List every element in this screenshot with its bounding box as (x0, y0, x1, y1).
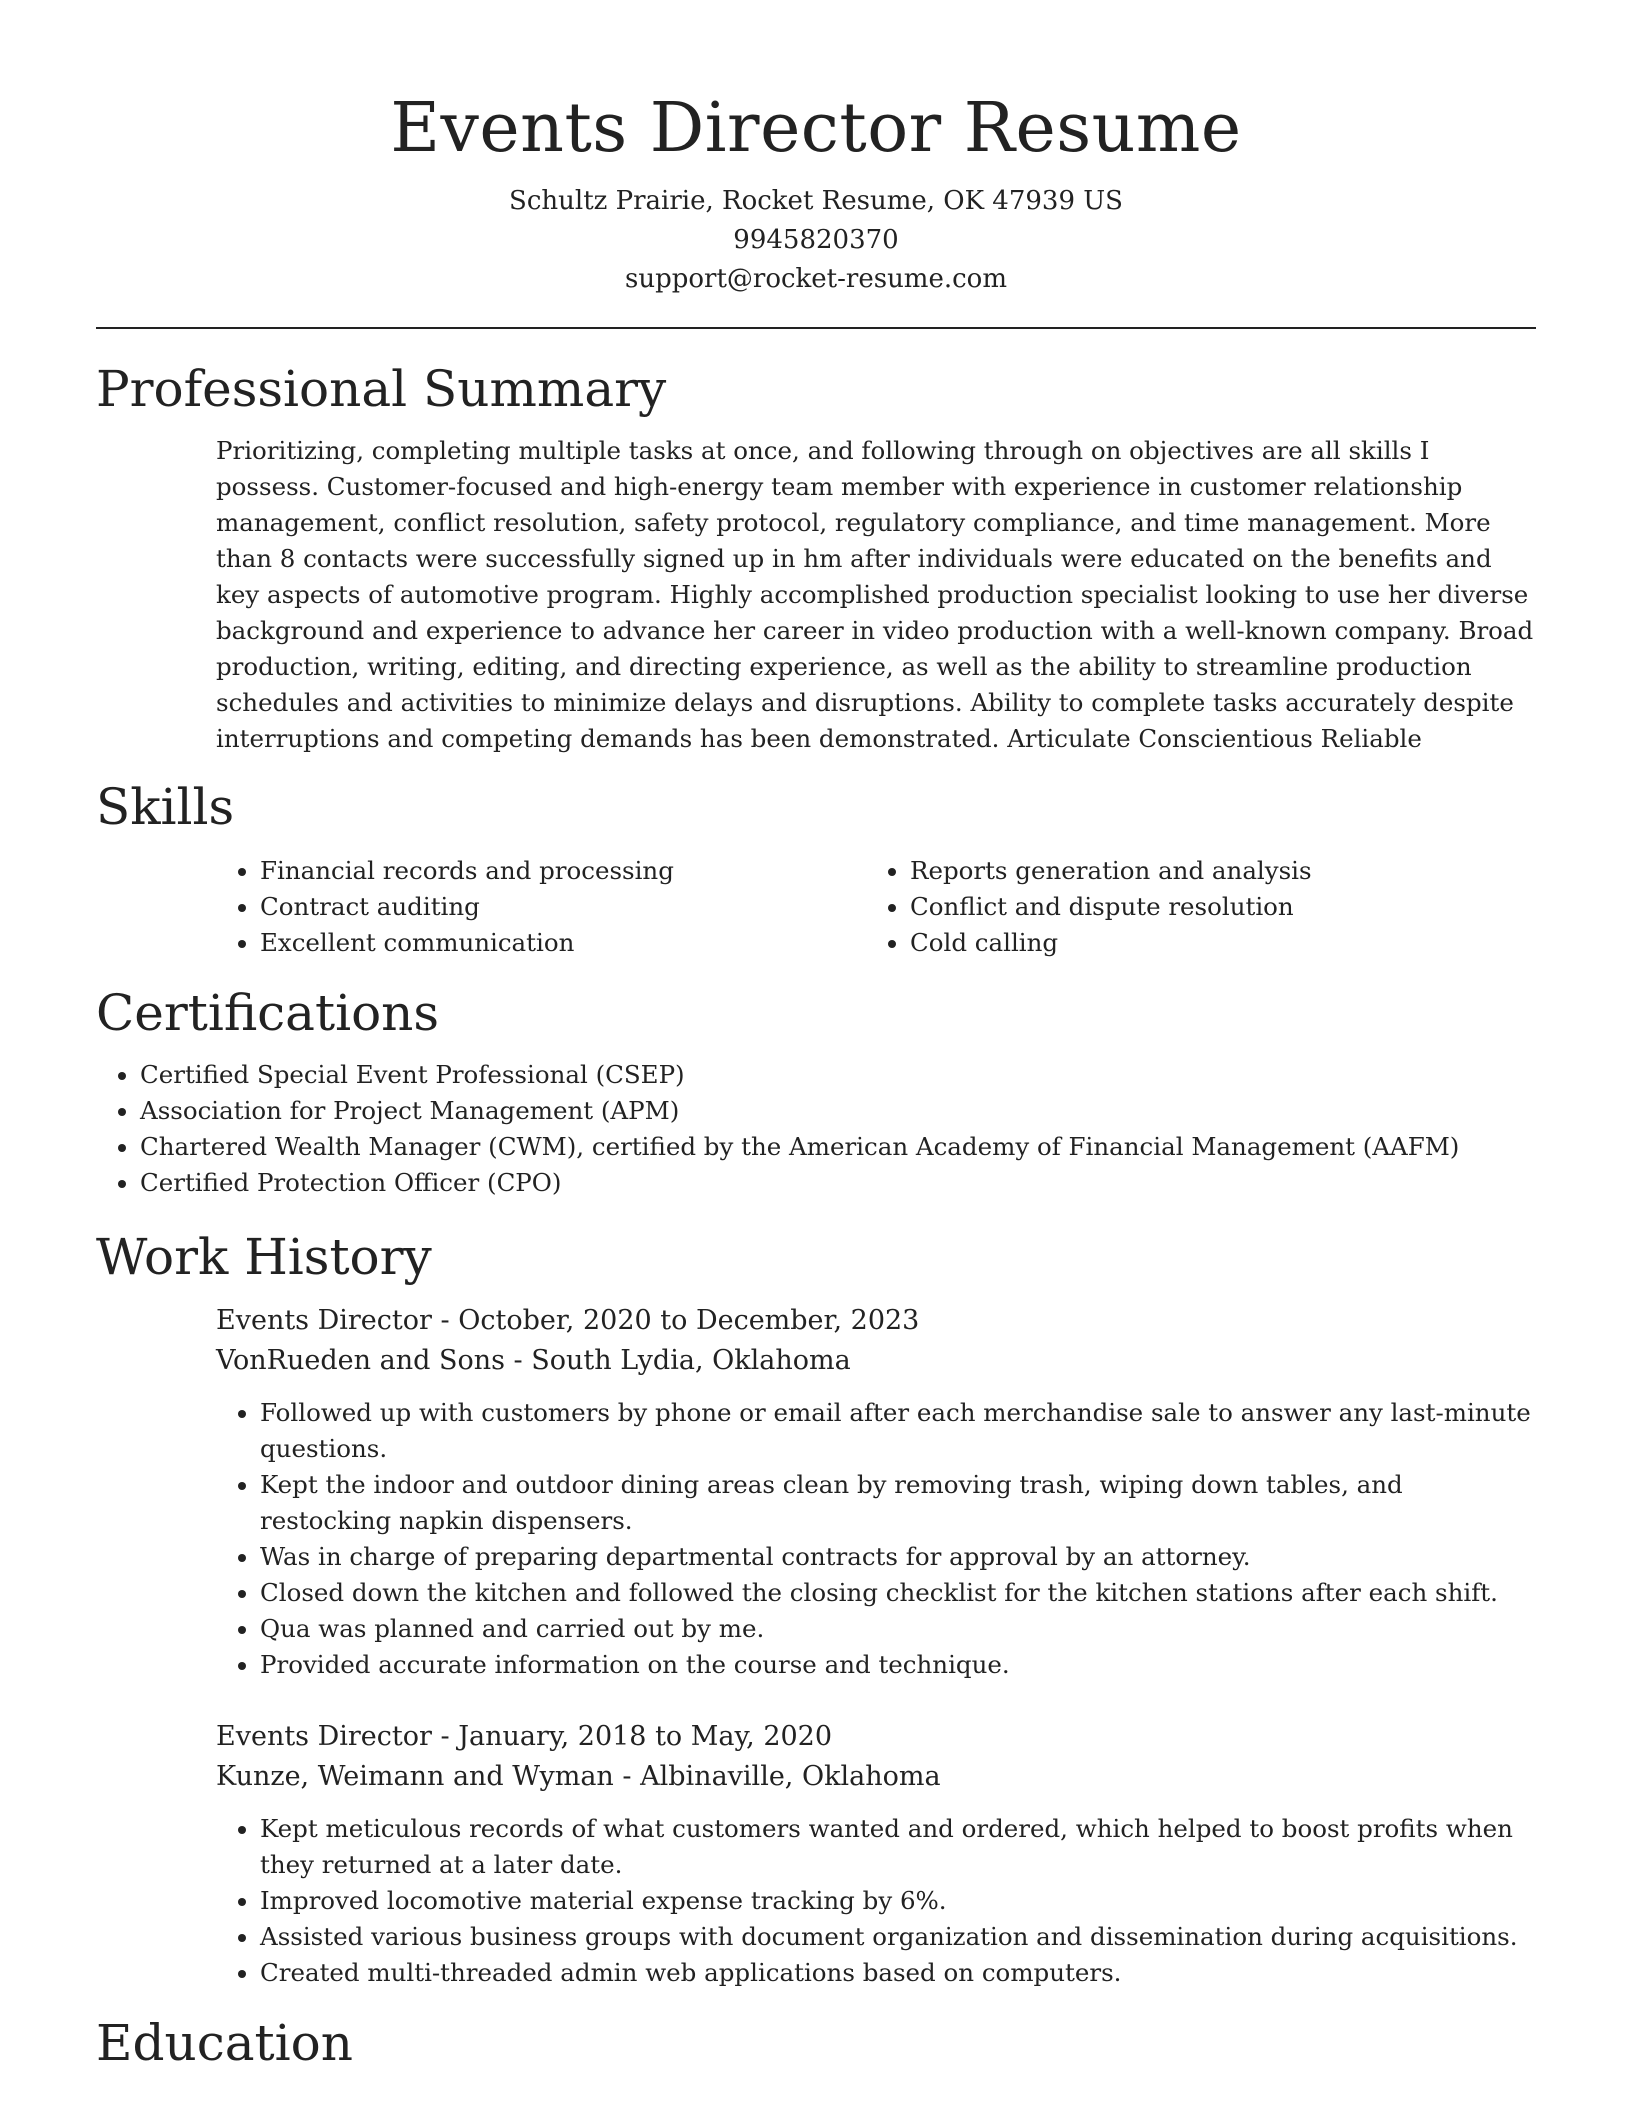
skills-list-right (866, 853, 1516, 961)
certifications-list (96, 1057, 1536, 1201)
job-separator: - (622, 1761, 641, 1792)
job-bullet: • Assisted various business groups with document organization and dissemination during acquisitions. (260, 1919, 1540, 1955)
job-title: Events Director (216, 1721, 432, 1752)
work-history-heading: Work History (96, 1228, 432, 1286)
job-location: South Lydia, Oklahoma (531, 1345, 851, 1376)
skill-item: • Conflict and dispute resolution (910, 889, 1516, 925)
job-bullet: • Improved locomotive material expense tracking by 6%. (260, 1883, 1540, 1919)
summary-heading: Professional Summary (96, 360, 667, 418)
certification-item: • Certified Special Event Professional (CSEP) (140, 1057, 1536, 1093)
job-title-line (216, 1301, 1536, 1341)
job-dates: October, 2020 to December, 2023 (458, 1305, 920, 1336)
job-company-line (216, 1757, 1536, 1797)
job-separator: - (440, 1721, 459, 1752)
job-bullets (216, 1811, 1540, 1991)
job-title-line (216, 1717, 1536, 1757)
job-company: Kunze, Weimann and Wyman (216, 1761, 614, 1792)
contact-address: Schultz Prairie, Rocket Resume, OK 47939 US (509, 186, 1123, 216)
job-title: Events Director (216, 1305, 432, 1336)
job-entry-2 (216, 1717, 1536, 1991)
skills-heading: Skills (96, 778, 235, 836)
job-bullet: • Kept the indoor and outdoor dining areas clean by removing trash, wiping down tables, and restocking napkin dispensers. (260, 1467, 1540, 1539)
skill-item: • Cold calling (910, 925, 1516, 961)
job-bullet: • Followed up with customers by phone or email after each merchandise sale to answer any last-minute questions. (260, 1395, 1540, 1467)
job-entry-1 (216, 1301, 1536, 1683)
certification-item: • Certified Protection Officer (CPO) (140, 1165, 1536, 1201)
job-bullet: • Provided accurate information on the course and technique. (260, 1647, 1540, 1683)
summary-text: Prioritizing, completing multiple tasks at once, and following through on objectives are all skills I possess. Customer-focused and high-energy team member with experience in customer relationship management, conflict resolution, safety protocol, regulatory compliance, and time management. More than 8 contacts were successfully signed up in hm after individuals were educated on the benefits and key aspects of automotive program. Highly accomplished production specialist looking to use her diverse background and experience to advance her career in video production with a well-known company. Broad production, writing, editing, and directing experience, as well as the ability to streamline production schedules and activities to minimize delays and disruptions. Ability to complete tasks accurately despite interruptions and competing demands has been demonstrated. Articulate Conscientious Reliable (216, 436, 1534, 753)
contact-email: support@rocket-resume.com (624, 264, 1007, 294)
job-company: VonRueden and Sons (216, 1345, 505, 1376)
job-separator: - (513, 1345, 532, 1376)
certifications-heading: Certifications (96, 984, 440, 1042)
job-separator: - (440, 1305, 459, 1336)
job-bullets (216, 1395, 1540, 1683)
job-bullet: • Closed down the kitchen and followed the closing checklist for the kitchen stations after each shift. (260, 1575, 1540, 1611)
job-location: Albinaville, Oklahoma (640, 1761, 941, 1792)
resume-page (96, 0, 1536, 2073)
job-company-line (216, 1341, 1536, 1381)
job-bullet: • Kept meticulous records of what customers wanted and ordered, which helped to boost profits when they returned at a later date. (260, 1811, 1540, 1883)
skill-item: • Reports generation and analysis (910, 853, 1516, 889)
certification-item: • Chartered Wealth Manager (CWM), certified by the American Academy of Financial Management (AAFM) (140, 1129, 1536, 1165)
skill-item: • Contract auditing (260, 889, 866, 925)
contact-block (96, 182, 1536, 299)
job-dates: January, 2018 to May, 2020 (458, 1721, 833, 1752)
skills-grid (216, 853, 1516, 961)
header-divider (96, 327, 1536, 329)
skill-item: • Excellent communication (260, 925, 866, 961)
resume-title: Events Director Resume (390, 89, 1242, 168)
job-bullet: • Was in charge of preparing departmental contracts for approval by an attorney. (260, 1539, 1540, 1575)
job-bullet: • Created multi-threaded admin web applications based on computers. (260, 1955, 1540, 1991)
certification-item: • Association for Project Management (APM) (140, 1093, 1536, 1129)
education-heading: Education (96, 2014, 353, 2072)
job-bullet: • Qua was planned and carried out by me. (260, 1611, 1540, 1647)
skill-item: • Financial records and processing (260, 853, 866, 889)
contact-phone: 9945820370 (733, 225, 899, 255)
skills-list-left (216, 853, 866, 961)
